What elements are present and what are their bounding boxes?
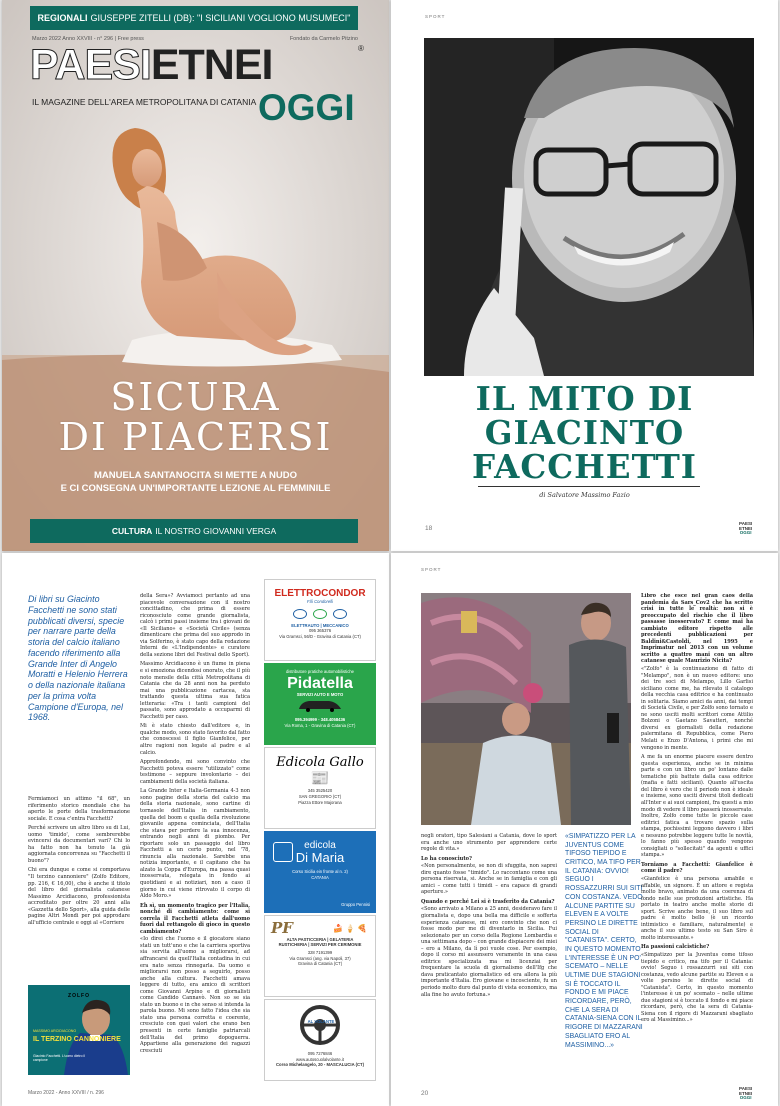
- col2-question: Eh sì, un momento tragico per l'Italia, nonché di cambiamento: come si correla il Facchetti atleta dall'uomo fuori dal rettangolo di gioco in questo cambiamento?: [140, 902, 250, 935]
- page-footer: Marzo 2022 - Anno XXVIII / n. 296: [28, 1090, 104, 1096]
- page-logo-l2: ETNEI: [739, 1090, 753, 1096]
- cover-top-banner[interactable]: [30, 6, 358, 30]
- page-20: [391, 553, 778, 1106]
- car-brand-icon: [293, 609, 307, 619]
- newsstand-icon: [273, 842, 293, 862]
- ad-pf-line-1: ALTA PASTICCERIA | GELATERIA: [286, 936, 354, 942]
- ad-pidatella-phones: 095.394999 - 348.4058436: [294, 716, 346, 722]
- right-question-1: Libro che esce nel gran caos della pandemia da Sars_Cov2 che ha scritto crisi in tutte le realtà: non si è preoccupato del rischio che il libro passasse inosservato? E come mai ha cambiato editore rispetto alle precedenti pubblicazioni per Baldini&Castoldi, nel 1995 e Imprimatur nel 2013 con un volume scritto a quattro mani con un altro catanese quale Maurizio Nicita?: [641, 593, 753, 665]
- section-label: SPORT: [421, 567, 442, 572]
- cover-bottom-banner[interactable]: [30, 519, 358, 543]
- right-answer-3: «Simpatizzo per la Juventus come tifoso tiepido e critico, ma tifo per il Catania: ovvio! Seguo i rossazzurri sui siti con costanza, vedo alcune partite su Eleven e a volte persino le dirette social di "Catanista". Certo, in questo momento l'interesse è un po' scemato – nelle ultime due stagioni si è toccato il fondo e mi piace ricordare, però, che la sera di Catania-Siena con il rigore di Mazzarani sbagliato ero al Massimino...»: [641, 951, 753, 1024]
- ad-alvolante-phone: 095 7276846: [307, 1051, 333, 1056]
- ad-elettrocondor-sub: F.lli Condorelli: [307, 599, 333, 604]
- ad-pf-phone: 328 7191399: [307, 949, 333, 955]
- ad-elettrocondor-title: ELETTROCONDOR: [274, 588, 366, 599]
- ad-pf-address: Via Gramsci (ang. via Napoli, 37): [289, 955, 351, 961]
- left-question-1: Lo ha conosciuto?: [421, 855, 472, 862]
- banner-prefix: REGIONALI: [37, 13, 88, 23]
- title-line-3: FACCHETTI: [471, 446, 697, 486]
- ad-elettrocondor[interactable]: ELETTROCONDOR F.lli Condorelli ELETTRAUTO | MECCANICO 095 365376 Via Gramsci, 56/D - Gravina di Catania (CT): [264, 579, 376, 661]
- ad-alvolante-web: www.autoscuolalvolante.it: [296, 1056, 344, 1062]
- right-answer-1: «"Zolfo" è la continuazione di fatto di "Melampo", non è un nuovo editore: uno dei tre soci di Melampo, Lillo Garlisi siciliano come me, ha rilevato il catalogo della vecchia casa editrice e ha continuato in solitaria. Siamo amici da anni, dai tempi di Società Civile, e per Zolfo sono tornato e ne sono usciti molti scrittori come Attilio Bolzoni o Gaetano Savatteri, nonché diversi ex giornalisti della redazione palermitana di Repubblica, come Piero Melati e Enzo D'Antona, i primi che mi vengono in mente.: [641, 666, 753, 751]
- logo-oggi: OGGI: [258, 87, 355, 128]
- col2-paragraph: Massimo Arcidiacono è un fiume in piena e si emoziona dicendosi onorato, che il più noto mensile della città Metropolitana di Catania che da 28 anni non ha perduto mai una pubblicazione cartacea, sta trattando questa ultima sua fatica letteraria: «Tra i tanti campioni del passato, sono approdato a occuparmi di Facchetti per caso.: [140, 661, 250, 720]
- col2-paragraph: della Sera»? Avviamoci pertanto ad una piacevole conversazione con il nostro concittadino, che prima di essere riconosciuto come grande giornalista, calcò i primi passi insieme tra i giovani de «Il Siciliano» e «Società Civile» (senza dimenticare che prima del suo approdo in via Solferino, è stato capo della redazione Interni de «L'Indipendente» e curatore della sezione libri del Festival dello Sport).: [140, 593, 250, 658]
- car-brand-icon: [313, 609, 327, 619]
- byline: di Salvatore Massimo Fazio: [539, 491, 630, 499]
- book-title: IL TERZINO CANNONIERE: [33, 1036, 121, 1043]
- ad-elettrocondor-badge-2: MECCANICO: [322, 622, 349, 628]
- car-icon: [295, 698, 345, 712]
- column-right: [641, 593, 753, 1083]
- cover-headline-line-2: DI PIACERSI: [58, 415, 333, 459]
- cover-dek-line-2: E CI CONSEGNA UN'IMPORTANTE LEZIONE AL FEMMINILE: [60, 483, 331, 494]
- ad-dimaria-line-1: edicola: [304, 840, 336, 851]
- col1-paragraph: Fermiamoci un attimo "il 68", un riferimento storico mondiale che ha aperto le porte della trasformazione sociale. E cosa c'entra Facchetti?: [28, 796, 130, 822]
- col2-paragraph: Approfondendo, mi sono convinto che Facchetti poteva essere "utilizzato" come testimone – seppure involontario – dei cambiamenti della società italiana.: [140, 759, 250, 785]
- page-logo: [739, 522, 752, 536]
- ad-al-volante[interactable]: [264, 999, 376, 1081]
- right-question-3: Ha passioni calcistiche?: [641, 944, 710, 951]
- left-answer-2: «Sono arrivato a Milano a 25 anni, desideravo fare il giornalista e, dopo una bella ma difficile e sofferta esperienza catanese, mi ero convinto che non ci fosse modo per me di diventarlo in Sicilia. Fui selezionato per un corso della Regione Lombardia e una settimana dopo – con grande dispiacere dei miei – ero a Milano, da lì poi vuole cose. Per esempio, dopo il corso mi assunsero veramente in una casa editrice specializzata ma mi licenziai per frequentare la scuola di giornalismo dell'Ifg che dava praticantato giornalistico ed era allora la più importante d'Italia. Ero giovane e incosciente, fu un periodo molto duro dal punto di vista economico, ma alla fine ho avuto fortuna.»: [421, 906, 557, 998]
- book-brand: ZOLFO: [68, 993, 90, 999]
- right-answer-2: «Gianfelice è una persona amabile e affabile, un signore. È un attore e regista molto bravo, animato da una coerenza di fondo nelle sue produzioni artistiche. Ha portato in teatro anche molte storie di sport. Scrive anche bene, il suo libro sul padre è molto bello (è un ricordo intimistico e familiare, naturalmente) e anche il suo ultimo testo su San Siro è molto interessante.»: [641, 875, 753, 941]
- page-number: 18: [425, 525, 433, 532]
- col2-paragraph: Mi è stato chiesto dall'editore e, in qualche modo, sono stato favorito dal fatto che conoscessi il figlio Gianfelice, per altre ragioni non legate al padre e al calcio.: [140, 723, 250, 756]
- newspaper-icon: 📰: [310, 770, 330, 788]
- banner-text: GIUSEPPE ZITELLI (DB): "I SICILIANI VOGLIONO MUSUMECI": [90, 13, 351, 23]
- right-answer-1b: A me fa un enorme piacere essere dentro questa esperienza, anche se in minima parte e con un libro un po' lontano dalle tematiche più battute dalla casa editrice (mafia e fatti siciliani). Quanto all'uscita del libro è vero che il periodo non è ideale e insieme, sono usciti diversi titoli dedicati all'Inter e ai suoi campioni, fra questi a mio modo di vedere il libro passerà inosservato. Inoltre, Zolfo come tutte le piccole case editrici fatica a trovare spazio sulla stampa, pochissimi leggono davvero i libri e nessuno potrebbe leggere tutte le novità, lo fanno più spesso quando vengono consigliati o "sollecitati" da agenti e uffici stampa.»: [641, 754, 753, 859]
- col2-paragraph: La Grande Inter e Italia-Germania 4-3 non sono pagine della storia del calcio ma della storia nazionale, sono cartine di tornasole dell'Italia in cambiamento, quella del boom e quella della rivoluzione giovanile appena cominciata, dell'Italia che stava per perdere la sua innocenza, entrando negli anni di piombo. Per riportare solo un passaggio del libro Facchetti a un certo punto, nel '78, rinuncia alla nazionale. Sarebbe una notizia importante, e il capitano che ha alzato la Coppa d'Europa, ma passa quasi inosservata, relegata in fondo ai quotidiani e ai notiziari, non a caso il giorno in cui viene ritrovato il corpo di Aldo Moro.»: [140, 788, 250, 900]
- title-divider: [478, 486, 700, 487]
- magazine-cover: [2, 0, 389, 551]
- article-title: [391, 379, 778, 486]
- page-logo-l3: OGGI: [739, 530, 752, 535]
- page-logo-l1: PAESI: [739, 1086, 753, 1091]
- ad-pidatella-address: Via Roma, 1 - Gravina di Catania (CT): [284, 722, 356, 728]
- page-logo-l3: OGGI: [739, 1095, 752, 1100]
- page-logo-l1: PAESI: [739, 521, 753, 526]
- steering-wheel-icon: [285, 1004, 355, 1046]
- ad-pidatella[interactable]: [264, 663, 376, 745]
- column-1: [28, 796, 130, 981]
- right-question-2: Torniamo a Facchetti: Gianfelice è come il padre?: [641, 861, 753, 875]
- ad-dimaria-line-2: Di Maria: [295, 850, 345, 865]
- ad-elettrocondor-badge-1: ELETTRAUTO: [291, 622, 320, 628]
- pastry-icons: 🍰🍦🍕: [333, 924, 369, 933]
- page-18: [391, 0, 778, 551]
- section-label: SPORT: [425, 14, 446, 19]
- footer-prefix: CULTURA: [111, 526, 153, 536]
- ad-pidatella-service: SERVIZI AUTO E MOTO: [296, 692, 344, 698]
- book-author: MASSIMO ARCIDIACONO: [33, 1029, 77, 1033]
- ad-elettrocondor-phone: 095 365376: [308, 628, 332, 634]
- ad-alvolante-address: Corso Michelangelo, 20 - MASCALUCIA (CT): [275, 1062, 365, 1068]
- ad-column: [264, 579, 376, 1083]
- column-left: [421, 833, 557, 1098]
- cover-woman-figure: [57, 122, 347, 372]
- issue-info: Marzo 2022 Anno XXVIII - n° 296 | Free press: [32, 36, 144, 42]
- founder-info: Fondato da Carmelo Pitzino: [289, 36, 358, 42]
- ad-edicola-di-maria[interactable]: [264, 831, 376, 913]
- ad-dimaria-city: CATANIA: [311, 874, 329, 880]
- left-paragraph: negli oratori, tipo Salesiani a Catania, dove lo sport era anche uno strumento per apprendere certe regole di vita.»: [421, 833, 557, 853]
- ad-dimaria-address: Corso Sicilia ein fronte al n. 2): [292, 869, 348, 875]
- masthead-logo: [30, 41, 273, 89]
- registered-mark: ®: [358, 44, 364, 53]
- footer-text: IL NOSTRO GIOVANNI VERGA: [155, 526, 277, 536]
- page-logo: [739, 1087, 752, 1101]
- page-number: 20: [421, 1090, 429, 1097]
- ad-pidatella-tagline: distributore pratiche automobilistiche: [286, 669, 354, 674]
- article-intro: Di libri su Giacinto Facchetti ne sono stati pubblicati diversi, specie per narrare parte della storia del calcio italiano facendo riferimento alla Grande Inter di Angelo Moratti e Helenio Herrera o della nazionale italiana per la prima volta Campione d'Europa, nel 1968.: [28, 594, 128, 723]
- interview-photo: [421, 593, 631, 825]
- ad-gallo-town: SAN GREGORIO (CT): [298, 793, 342, 799]
- left-question-2: Quando e perché Lei si è trasferito da Catania?: [421, 898, 555, 905]
- column-2: [140, 593, 250, 1083]
- title-line-1: IL MITO DI: [475, 379, 694, 418]
- car-brand-icon: [333, 609, 347, 619]
- masthead-subtitle: IL MAGAZINE DELL'AREA METROPOLITANA DI CATANIA: [32, 97, 257, 107]
- cover-headline-line-1: SICURA: [110, 375, 281, 419]
- title-line-2: GIACINTO: [484, 412, 685, 452]
- col2-answer: «Io direi che l'uomo e il giocatore siano stati un tutt'uno e che la carriera sportiva sia servita all'uomo a migliorarsi, ad affrancarsi da quell'Italia contadina in cui era nato senza rinnegarla. Da uomo e migliorarsi non posso a seguirlo, posso anche alla cultura. Facchetti amava leggere di tutto, era amico di scrittori come Giovanni Arpino e di giornalisti come Candido Cannavò. Non so se sia stato un buono e in che senso si intenda la parola buono. Mi sono fatto l'idea che sia stato una persona corretta e coerente, cresciuto con quei valori che erano ben presenti in certe famiglie patriarcali dell'Italia del primo dopoguerra. Appartiene alla generazione dei ragazzi cresciuti: [140, 936, 250, 1054]
- ad-elettrocondor-address: Via Gramsci, 56/D - Gravina di Catania (CT): [279, 634, 361, 640]
- col1-paragraph: Chi era dunque e come si comportava "Il terzino cannoniere" (Zolfo Editore, pp. 216, € 16,00), che è anche il titolo del libro del giornalista catanese Massimo Arcidiacono, professionista accreditato per oltre 20 anni alla «Gazzetta dello Sport», alla guida delle pagine Altri Mondi per poi approdare all'ufficio centrale e oggi al «Corriere: [28, 867, 130, 926]
- ad-pf-pasticceria[interactable]: [264, 915, 376, 997]
- book-subtitle: Giacinto Facchetti. L'uomo dietro il campione: [33, 1054, 85, 1063]
- ad-alvolante-logo: AL VOLANTE: [307, 1019, 335, 1024]
- page-19: [2, 553, 389, 1106]
- ad-pidatella-title: Pidatella: [287, 674, 353, 692]
- cover-dek-line-1: MANUELA SANTANOCITA SI METTE A NUDO: [93, 470, 297, 481]
- facchetti-portrait-photo: [424, 38, 754, 376]
- left-answer-1: «Non personalmente, se non di sfuggita, non saprei dire quanto fosse "timido". Lo raccontano come una persona riservata, si. Anche se in famiglia e con gli amici – come tutti i timidi – era capace di grandi aperture.»: [421, 863, 557, 896]
- ad-gallo-address: Piazza Ettore Majorana: [298, 799, 342, 805]
- ad-gallo-phone: 345 3525420: [307, 788, 333, 794]
- col1-paragraph: Perché scrivere un altro libro su di Lui, uomo 'timido', come sembrerebbe evincersi da documentari vari? Chi lo ha fatto non ha tenuto la già aggiornata concorrenza su "Facchetti il buono"?: [28, 825, 130, 864]
- logo-paesi: PAESI: [30, 41, 151, 89]
- ad-edicola-gallo[interactable]: [264, 747, 376, 829]
- page-logo-l2: ETNEI: [739, 525, 753, 531]
- ad-pf-line-2: RUSTICHERIA | SERVIZI PER CERIMONIE: [278, 942, 362, 948]
- ad-elettrocondor-brands: [265, 609, 375, 619]
- logo-etnei: ETNEI: [150, 41, 273, 89]
- ad-dimaria-logo: Gruppo Pennisi: [341, 902, 370, 908]
- book-cover-image: [28, 985, 130, 1075]
- ad-pf-city: Gravina di Catania (CT): [297, 961, 343, 967]
- ad-pf-logo: PF: [271, 919, 293, 937]
- ad-gallo-title: Edicola Gallo: [276, 755, 364, 770]
- pull-quote: «SIMPATIZZO PER LA JUVENTUS COME TIFOSO TIEPIDO E CRITICO, MA TIFO PER IL CATANIA: OVVIO! SEGUO I ROSSAZZURRI SUI SITI CON COSTANZA. VEDO ALCUNE PARTITE SU ELEVEN E A VOLTE PERSINO LE DIRETTE SOCIAL DI "CATANISTA". CERTO, IN QUESTO MOMENTO L'INTERESSE È UN PO' SCEMATO – NELLE ULTIME DUE STAGIONI SI È TOCCATO IL FONDO E MI PIACE RICORDARE, PERÒ, CHE LA SERA DI CATANIA-SIENA CON IL RIGORE DI MAZZARANI SBAGLIATO ERO AL MASSIMINO...»: [565, 833, 643, 1049]
